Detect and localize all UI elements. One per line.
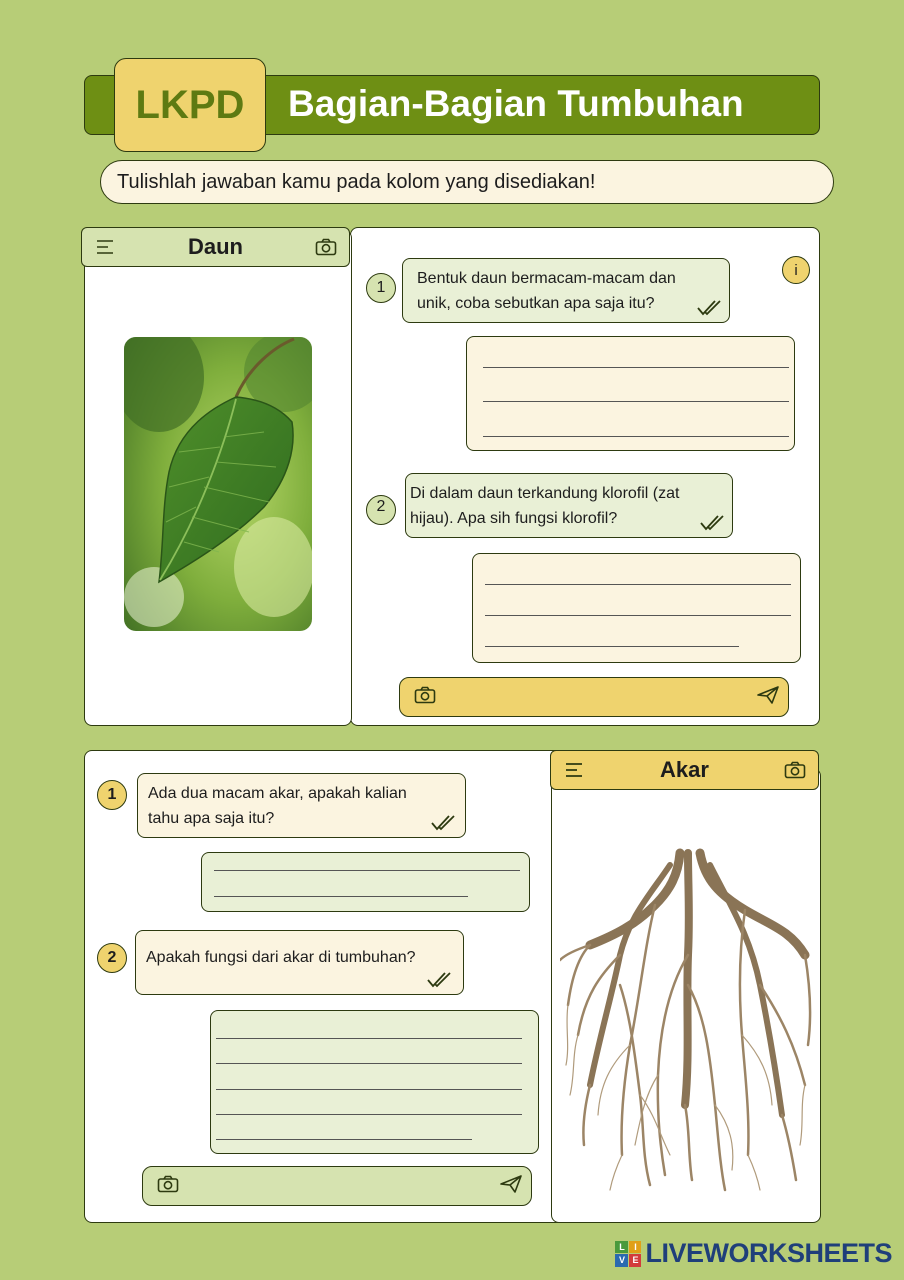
question-bubble-daun-2 — [405, 473, 733, 538]
camera-icon[interactable] — [414, 686, 436, 709]
question-number: 2 — [366, 495, 396, 525]
root-image — [560, 845, 812, 1195]
answer-line — [216, 1139, 472, 1140]
answer-line — [483, 436, 789, 437]
answer-line — [485, 646, 739, 647]
camera-icon[interactable] — [157, 1175, 179, 1198]
daun-message-input[interactable] — [399, 677, 789, 717]
answer-line — [216, 1038, 522, 1039]
question-bubble-akar-1 — [137, 773, 466, 838]
answer-line — [214, 896, 468, 897]
double-check-icon — [697, 300, 721, 316]
question-text: Di dalam daun terkandung klorofil (zat hijau). Apa sih fungsi klorofil? — [410, 485, 680, 527]
send-icon[interactable] — [499, 1174, 523, 1199]
answer-line — [216, 1063, 522, 1064]
answer-box-daun-1[interactable] — [466, 336, 795, 451]
brand-text: LIVEWORKSHEETS — [645, 1238, 892, 1268]
akar-topbar-label: Akar — [660, 757, 709, 782]
answer-line — [483, 401, 789, 402]
question-text: Apakah fungsi dari akar di tumbuhan? — [146, 949, 416, 966]
answer-line — [485, 615, 791, 616]
answer-box-daun-2[interactable] — [472, 553, 801, 663]
camera-icon[interactable] — [782, 759, 808, 781]
lkpd-badge: LKPD — [114, 58, 266, 152]
answer-line — [483, 367, 789, 368]
page-title: Bagian-Bagian Tumbuhan — [288, 83, 744, 124]
double-check-icon — [700, 515, 724, 531]
akar-topbar — [550, 750, 819, 790]
double-check-icon — [431, 815, 455, 831]
instruction-text: Tulishlah jawaban kamu pada kolom yang disediakan! — [117, 170, 596, 193]
question-bubble-akar-2 — [135, 930, 464, 995]
answer-box-akar-1[interactable] — [201, 852, 530, 912]
answer-line — [216, 1114, 522, 1115]
question-number: 1 — [97, 780, 127, 810]
info-icon[interactable]: i — [782, 256, 810, 284]
menu-icon[interactable] — [561, 759, 587, 781]
question-bubble-daun-1 — [402, 258, 730, 323]
answer-line — [216, 1089, 522, 1090]
send-icon[interactable] — [756, 685, 780, 710]
akar-message-input[interactable] — [142, 1166, 532, 1206]
camera-icon[interactable] — [313, 236, 339, 258]
daun-topbar — [81, 227, 350, 267]
question-number: 1 — [366, 273, 396, 303]
double-check-icon — [427, 972, 451, 988]
answer-line — [485, 584, 791, 585]
question-number: 2 — [97, 943, 127, 973]
question-text: Bentuk daun bermacam-macam dan unik, coba sebutkan apa saja itu? — [417, 270, 676, 312]
leaf-image — [124, 337, 312, 631]
menu-icon[interactable] — [92, 236, 118, 258]
liveworksheets-logo: L I V E — [615, 1241, 641, 1267]
answer-box-akar-2[interactable] — [210, 1010, 539, 1154]
instruction-banner — [100, 160, 834, 204]
question-text: Ada dua macam akar, apakah kalian tahu apa saja itu? — [148, 785, 407, 827]
daun-topbar-label: Daun — [188, 234, 243, 259]
answer-line — [214, 870, 520, 871]
liveworksheets-brand[interactable] — [615, 1238, 892, 1269]
